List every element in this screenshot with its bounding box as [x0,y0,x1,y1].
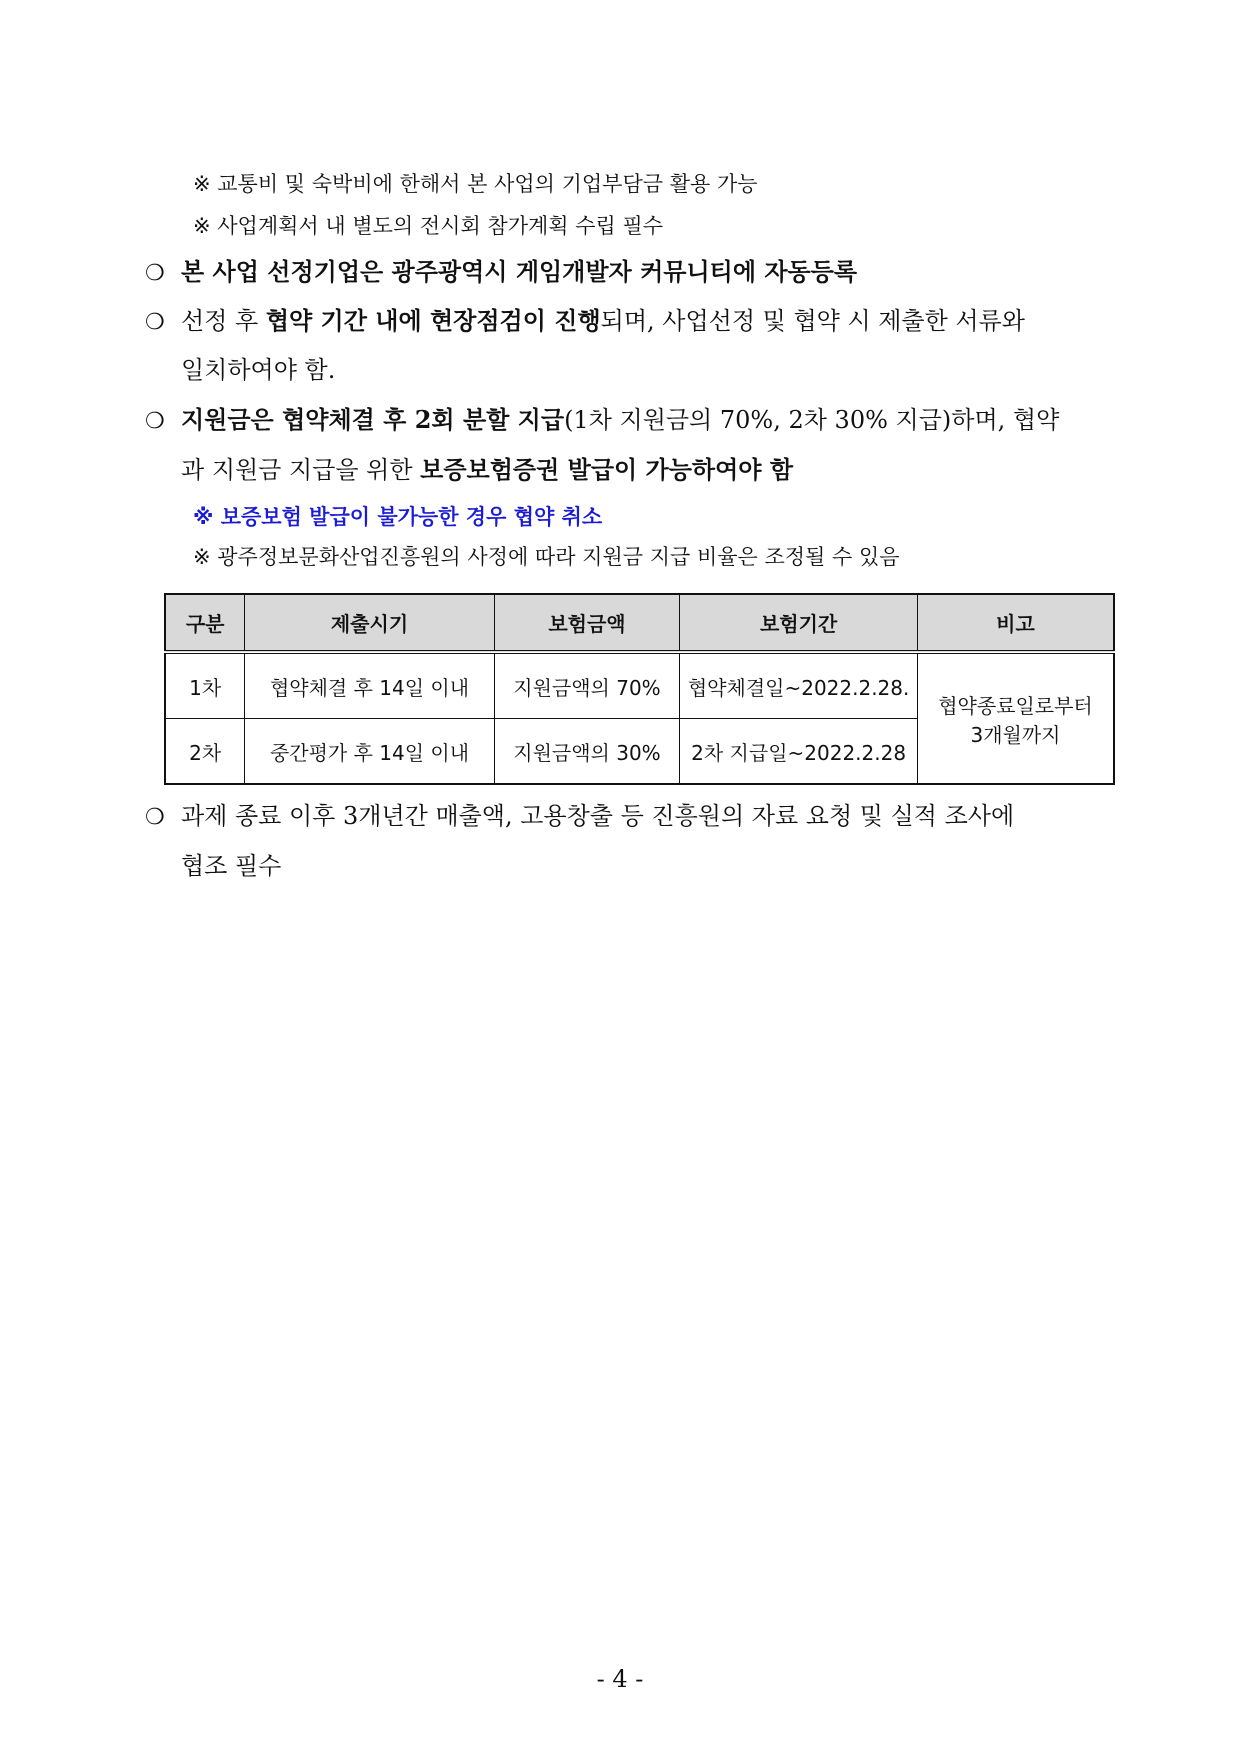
bullet-text: 과제 종료 이후 3개년간 매출액, 고용창출 등 진흥원의 자료 요청 및 실적 조사에 [181,802,1015,830]
bullet-text-pre: 선정 후 [181,307,266,335]
header-category: 구분 [165,594,245,652]
header-remarks: 비고 [917,594,1114,652]
cell-insurance-period: 협약체결일~2022.2.28. [680,652,918,719]
remark-line2: 3개월까지 [970,722,1061,747]
table-row [165,652,1114,719]
cont-text-bold: 보증보험증권 발급이 가능하여야 함 [420,455,793,484]
table-header-row [165,594,1114,652]
cell-insured-amount: 지원금액의 30% [494,719,680,785]
bullet-text-bold: 지원금은 협약체결 후 2회 분할 지급 [181,405,565,434]
cell-insured-amount: 지원금액의 70% [494,652,680,719]
bullet-text-bold: 협약 기간 내에 현장점검이 진행 [265,306,601,335]
bullet-grant-payment [145,402,1115,440]
cell-category: 2차 [165,719,245,785]
cell-category: 1차 [165,652,245,719]
cell-submission-time: 협약체결 후 14일 이내 [245,652,494,719]
header-insured-amount: 보험금액 [494,594,680,652]
page-number: - 4 - [596,1665,644,1693]
bullet-text-post: 되며, 사업선정 및 협약 시 제출한 서류와 [600,307,1025,335]
bullet-site-inspection-cont: 일치하여야 함. [181,356,336,384]
cell-submission-time: 중간평가 후 14일 이내 [245,719,494,785]
bullet-site-inspection [145,303,1115,341]
cell-remarks [917,652,1114,784]
bullet-text-post: (1차 지원금의 70%, 2차 30% 지급)하며, 협약 [564,406,1060,434]
note-travel-expense: ※ 교통비 및 숙박비에 한해서 본 사업의 기업부담금 활용 가능 [193,172,758,196]
bullet-data-cooperation-cont: 협조 필수 [181,852,282,880]
insurance-table [164,593,1115,785]
circle-bullet-icon: ❍ [145,805,165,830]
remark-line1: 협약종료일로부터 [938,693,1093,718]
bullet-text: 본 사업 선정기업은 광주광역시 게임개발자 커뮤니티에 자동등록 [181,257,858,286]
circle-bullet-icon: ❍ [145,310,165,335]
note-insurance-cancel: ※ 보증보험 발급이 불가능한 경우 협약 취소 [193,505,603,529]
bullet-data-cooperation [145,798,1115,836]
circle-bullet-icon: ❍ [145,409,165,434]
cell-insurance-period: 2차 지급일~2022.2.28 [680,719,918,785]
note-ratio-adjust: ※ 광주정보문화산업진흥원의 사정에 따라 지원금 지급 비율은 조정될 수 있음 [193,545,900,569]
bullet-grant-payment-cont [181,452,1115,488]
cont-text-pre: 과 지원금 지급을 위한 [181,456,421,484]
circle-bullet-icon: ❍ [145,261,165,286]
bullet-community-registration [145,254,1115,292]
header-insurance-period: 보험기간 [680,594,918,652]
note-exhibition-plan: ※ 사업계획서 내 별도의 전시회 참가계획 수립 필수 [193,214,664,238]
header-submission-time: 제출시기 [245,594,494,652]
